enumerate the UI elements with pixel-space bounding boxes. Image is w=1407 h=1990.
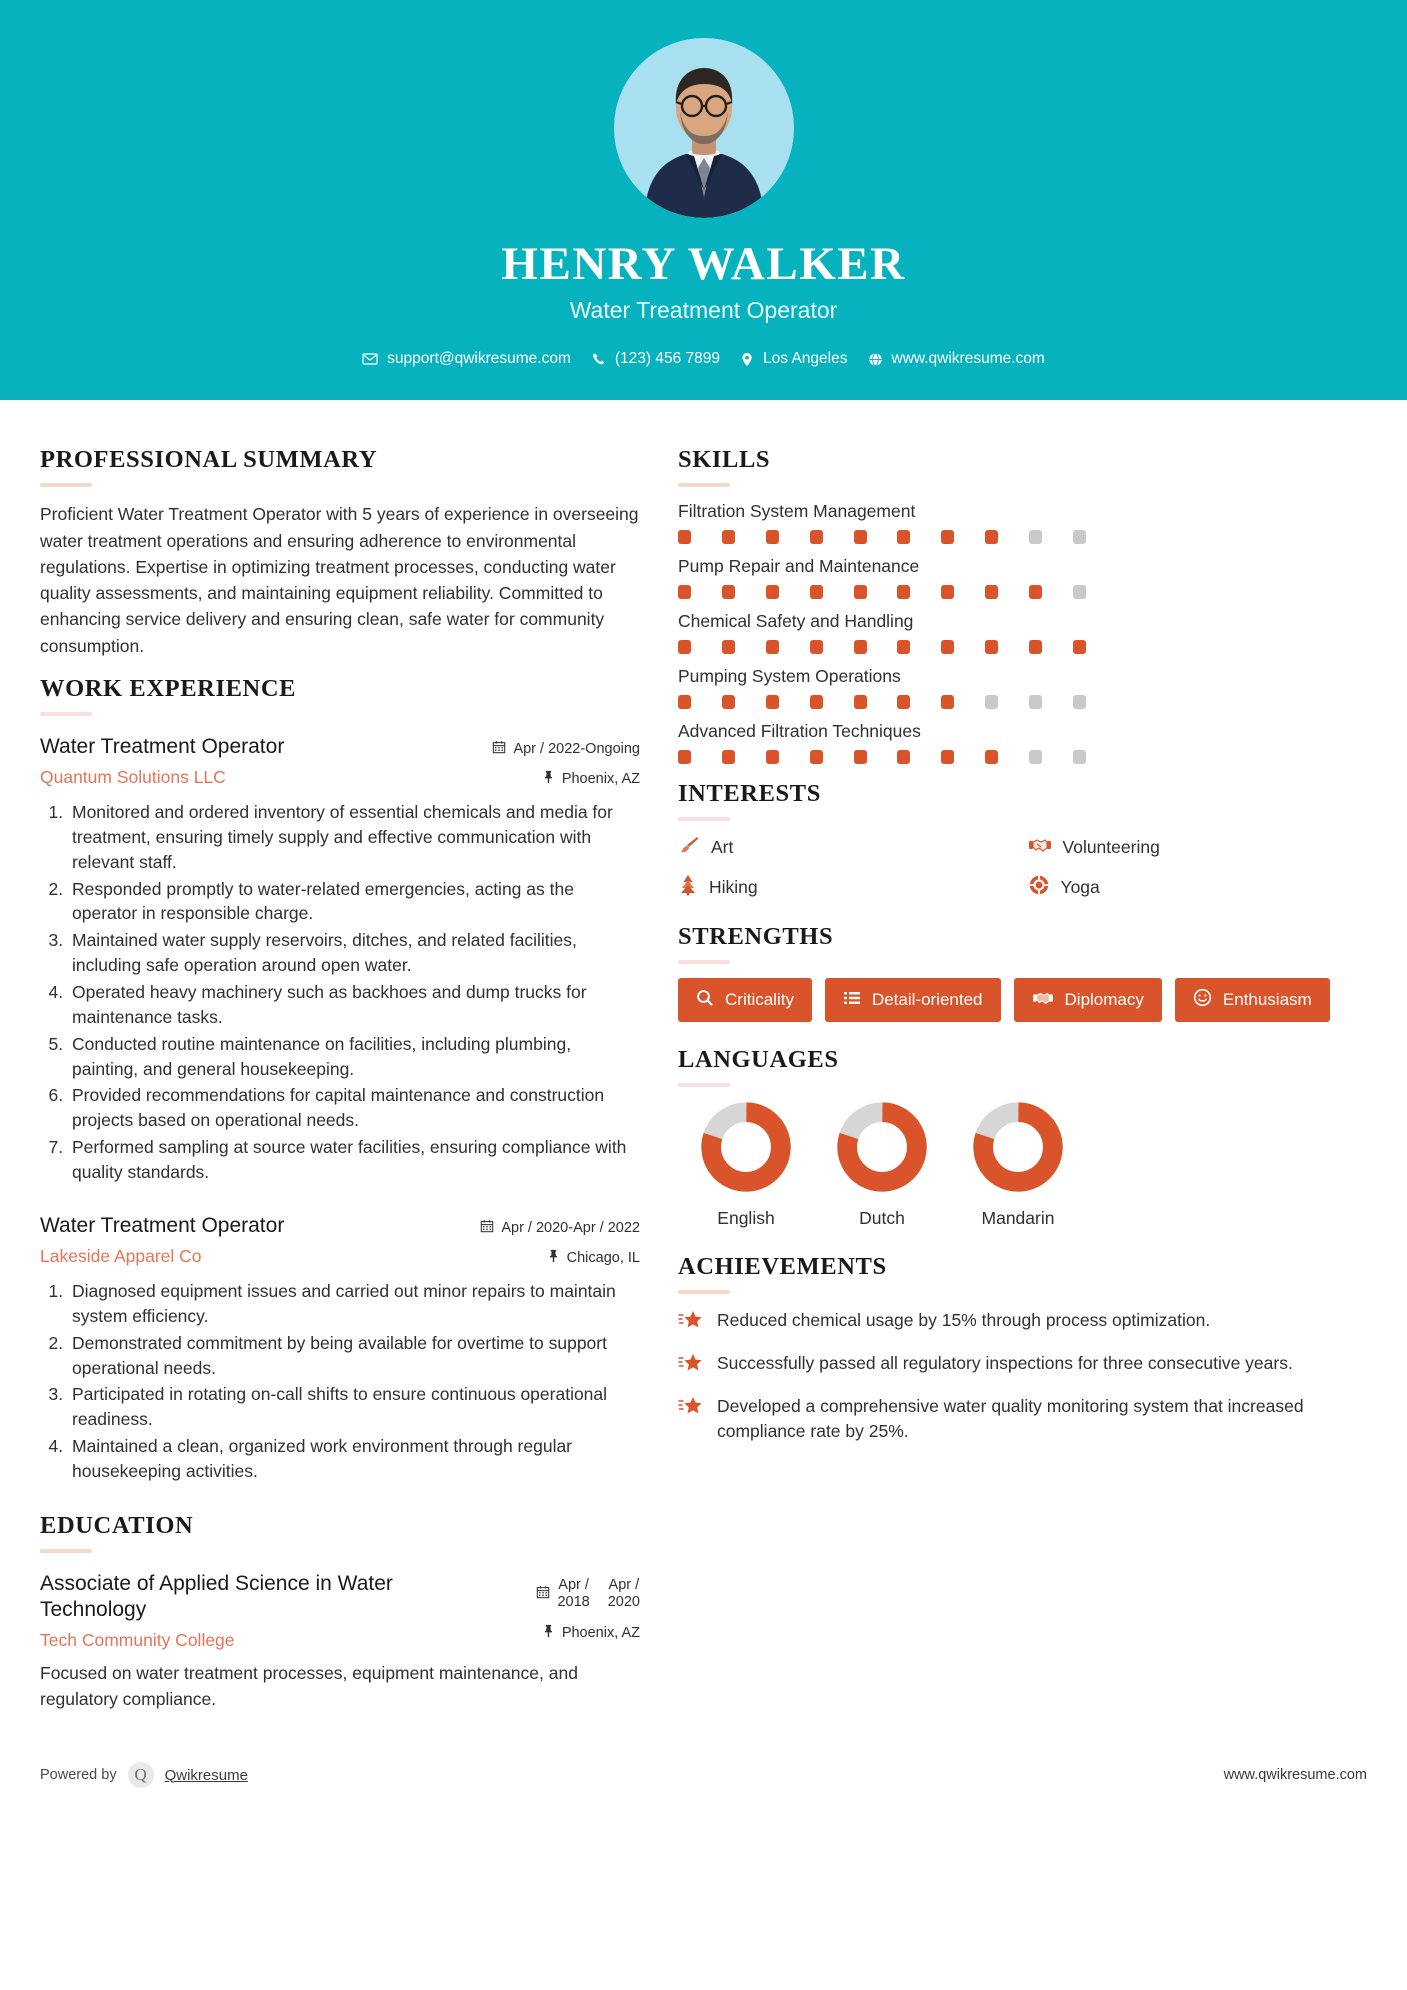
skill-dot xyxy=(1029,750,1042,764)
section-heading-languages: LANGUAGES xyxy=(678,1046,839,1074)
phone-icon xyxy=(591,352,606,367)
language-label: Dutch xyxy=(859,1208,905,1229)
globe-icon xyxy=(868,352,883,367)
language-item xyxy=(950,1101,1086,1229)
paintbrush-icon xyxy=(678,835,700,860)
avatar-photo xyxy=(614,38,794,218)
powered-by-label: Powered by xyxy=(40,1767,117,1783)
job-location-text: Phoenix, AZ xyxy=(561,770,640,787)
job-location xyxy=(492,770,640,788)
qwikresume-logo-icon: Q xyxy=(128,1762,154,1788)
section-heading-summary: PROFESSIONAL SUMMARY xyxy=(40,446,378,474)
section-heading-strengths: STRENGTHS xyxy=(678,923,834,951)
bullet-item: 2. Demonstrated commitment by being available for overtime to support operational needs. xyxy=(68,1331,640,1381)
skill-dot xyxy=(810,640,823,654)
avatar xyxy=(614,38,794,218)
skill-dot xyxy=(897,750,910,764)
section-heading-interests: INTERESTS xyxy=(678,780,821,808)
skill-dot xyxy=(985,640,998,654)
skill-item xyxy=(678,666,1367,709)
skill-dot xyxy=(897,530,910,544)
section-divider xyxy=(40,483,92,487)
skill-item xyxy=(678,501,1367,544)
job-dates-text: Apr / 2022-Ongoing xyxy=(513,740,640,757)
skill-dot xyxy=(766,750,779,764)
skill-dot xyxy=(722,585,735,599)
strength-chip[interactable] xyxy=(825,978,1001,1022)
job-bullets xyxy=(40,800,640,1185)
section-heading-achievements: ACHIEVEMENTS xyxy=(678,1253,887,1281)
section-divider xyxy=(678,960,730,964)
work-entry xyxy=(40,1213,640,1484)
footer-site: www.qwikresume.com xyxy=(1223,1767,1367,1783)
achievement-text: Reduced chemical usage by 15% through process optimization. xyxy=(717,1310,1211,1331)
job-company: Quantum Solutions LLC xyxy=(40,767,226,788)
skill-dot xyxy=(941,695,954,709)
interest-item xyxy=(678,835,1018,860)
strength-label: Enthusiasm xyxy=(1222,990,1312,1010)
calendar-icon xyxy=(480,1219,494,1237)
achievement-item xyxy=(678,1394,1367,1443)
contact-website[interactable] xyxy=(868,350,1045,368)
job-company: Lakeside Apparel Co xyxy=(40,1246,202,1266)
education-degree: Associate of Applied Science in Water Technology xyxy=(40,1571,393,1621)
job-dates xyxy=(492,740,640,758)
skill-dot xyxy=(1073,695,1086,709)
achievement-item xyxy=(678,1351,1367,1380)
skill-dot xyxy=(985,750,998,764)
education-location xyxy=(536,1624,640,1642)
skill-dot xyxy=(854,640,867,654)
skill-rating xyxy=(678,585,1086,599)
skill-dot xyxy=(854,530,867,544)
skill-dot xyxy=(985,695,998,709)
skill-item xyxy=(678,721,1367,764)
job-dates-text: Apr / 2020-Apr / 2022 xyxy=(501,1219,640,1236)
skill-dot xyxy=(1029,530,1042,544)
education-school: Tech Community College xyxy=(40,1630,235,1651)
smiley-icon xyxy=(1193,988,1212,1012)
contact-phone[interactable] xyxy=(591,350,720,368)
pushpin-icon xyxy=(542,1624,555,1642)
section-divider xyxy=(678,817,730,821)
language-donut xyxy=(700,1101,792,1193)
skill-dot xyxy=(678,750,691,764)
strength-label: Diplomacy xyxy=(1064,990,1144,1010)
skill-dot xyxy=(897,695,910,709)
skill-dot xyxy=(722,640,735,654)
interest-item xyxy=(678,874,1018,901)
job-location xyxy=(480,1249,640,1267)
skill-dot xyxy=(854,695,867,709)
skill-dot xyxy=(897,585,910,599)
section-divider xyxy=(678,483,730,487)
skill-label: Chemical Safety and Handling xyxy=(678,611,914,632)
bullet-item: 4. Maintained a clean, organized work environment through regular housekeeping activities. xyxy=(68,1434,640,1484)
contact-phone-text: (123) 456 7899 xyxy=(614,350,721,368)
section-interests xyxy=(678,780,1367,901)
pushpin-icon xyxy=(542,770,555,788)
skill-dot xyxy=(1029,585,1042,599)
skill-dot xyxy=(722,695,735,709)
calendar-icon xyxy=(492,740,506,758)
strength-chip[interactable] xyxy=(1014,978,1162,1022)
skill-dot xyxy=(678,695,691,709)
tree-icon xyxy=(678,874,698,901)
section-work-experience xyxy=(40,675,640,1484)
strength-chip[interactable] xyxy=(1175,978,1330,1022)
contact-location-text: Los Angeles xyxy=(763,350,848,368)
skill-item xyxy=(678,611,1367,654)
skill-label: Pump Repair and Maintenance xyxy=(678,556,920,577)
section-professional-summary xyxy=(40,446,640,659)
contact-row xyxy=(0,350,1407,368)
education-dates xyxy=(536,1577,640,1612)
job-role: Water Treatment Operator xyxy=(40,1213,285,1237)
bullet-item: 2. Responded promptly to water-related emergencies, acting as the operator in responsible charge. xyxy=(68,877,640,927)
qwikresume-link[interactable]: Qwikresume xyxy=(164,1766,248,1784)
education-end-year: 2020 xyxy=(607,1594,640,1611)
education-location-text: Phoenix, AZ xyxy=(561,1624,640,1641)
skill-label: Filtration System Management xyxy=(678,501,916,522)
achievement-item xyxy=(678,1308,1367,1337)
contact-website-text: www.qwikresume.com xyxy=(891,350,1045,368)
section-achievements xyxy=(678,1253,1367,1443)
section-languages xyxy=(678,1046,1367,1229)
section-heading-skills: SKILLS xyxy=(678,446,771,474)
skill-dot xyxy=(985,530,998,544)
skill-dot xyxy=(1073,530,1086,544)
work-entry xyxy=(40,734,640,1185)
skill-item xyxy=(678,556,1367,599)
pushpin-icon xyxy=(547,1249,560,1267)
achievement-text: Successfully passed all regulatory inspections for three consecutive years. xyxy=(717,1353,1293,1374)
strength-chip[interactable] xyxy=(678,978,812,1022)
section-strengths xyxy=(678,923,1367,1022)
job-role: Water Treatment Operator xyxy=(40,734,285,758)
resume-footer xyxy=(0,1738,1407,1808)
section-divider xyxy=(678,1290,730,1294)
strength-label: Detail-oriented xyxy=(871,990,983,1010)
skill-dot xyxy=(985,585,998,599)
skill-dot xyxy=(1073,585,1086,599)
left-column xyxy=(40,430,640,1712)
skill-dot xyxy=(941,750,954,764)
skill-dot xyxy=(1029,640,1042,654)
star-icon xyxy=(678,1351,704,1380)
summary-text: Proficient Water Treatment Operator with 5 years of experience in overseeing water treatment operations and ensuring adherence to environmental regulations. Expertise in optimizing treatment processes, conducting water quality assessments, and maintaining equipment reliability. Committed to enhancing service delivery and ensuring clean, safe water for community consumption. xyxy=(40,504,639,656)
skill-dot xyxy=(766,695,779,709)
skill-dot xyxy=(722,530,735,544)
skill-dot xyxy=(766,585,779,599)
skill-rating xyxy=(678,750,1086,764)
education-description: Focused on water treatment processes, equipment maintenance, and regulatory compliance. xyxy=(40,1663,578,1709)
skill-dot xyxy=(722,750,735,764)
skill-dot xyxy=(941,530,954,544)
right-column xyxy=(678,430,1367,1712)
language-donut xyxy=(836,1101,928,1193)
envelope-icon xyxy=(362,351,378,367)
interest-label: Volunteering xyxy=(1062,837,1160,858)
skill-dot xyxy=(678,585,691,599)
skill-dot xyxy=(1029,695,1042,709)
skill-rating xyxy=(678,640,1086,654)
skill-dot xyxy=(810,530,823,544)
handshake-icon xyxy=(1028,835,1052,860)
interest-label: Yoga xyxy=(1060,877,1100,898)
resume-header xyxy=(0,0,1407,400)
candidate-name: HENRY WALKER xyxy=(501,238,906,290)
bullet-item: 1. Monitored and ordered inventory of essential chemicals and media for treatment, ensuring timely supply and effective communication with relevant staff. xyxy=(68,800,640,875)
list-icon xyxy=(843,989,861,1012)
contact-email-text: support@qwikresume.com xyxy=(387,350,571,368)
strength-label: Criticality xyxy=(725,990,794,1010)
language-donut xyxy=(972,1101,1064,1193)
bullet-item: 3. Maintained water supply reservoirs, ditches, and related facilities, including safe operation around open water. xyxy=(68,928,640,978)
skill-dot xyxy=(810,585,823,599)
resume-body xyxy=(0,400,1407,1712)
contact-location[interactable] xyxy=(740,350,847,368)
bullet-item: 5. Conducted routine maintenance on facilities, including plumbing, painting, and general housekeeping. xyxy=(68,1032,640,1082)
star-icon xyxy=(678,1308,704,1337)
language-label: English xyxy=(717,1208,775,1229)
section-divider xyxy=(40,1549,92,1553)
skill-label: Advanced Filtration Techniques xyxy=(678,721,921,742)
lifebuoy-icon xyxy=(1028,874,1050,901)
skill-dot xyxy=(1073,750,1086,764)
language-item xyxy=(814,1101,950,1229)
search-icon xyxy=(696,989,714,1012)
skill-dot xyxy=(897,640,910,654)
job-dates xyxy=(480,1219,640,1237)
section-divider xyxy=(678,1083,730,1087)
skill-dot xyxy=(810,695,823,709)
interest-label: Art xyxy=(711,837,734,858)
education-entry xyxy=(40,1571,640,1712)
language-label: Mandarin xyxy=(981,1208,1055,1229)
bullet-item: 1. Diagnosed equipment issues and carried out minor repairs to maintain system efficiency. xyxy=(68,1279,640,1329)
bullet-item: 3. Participated in rotating on-call shifts to ensure continuous operational readiness. xyxy=(68,1382,640,1432)
education-end-date xyxy=(608,1577,640,1612)
skill-dot xyxy=(766,640,779,654)
skill-dot xyxy=(678,530,691,544)
skill-dot xyxy=(766,530,779,544)
skill-dot xyxy=(1073,640,1086,654)
section-heading-education: EDUCATION xyxy=(40,1511,194,1539)
skill-rating xyxy=(678,530,1086,544)
education-start-month: Apr / xyxy=(558,1576,589,1593)
contact-email[interactable] xyxy=(362,350,571,368)
education-end-month: Apr / xyxy=(608,1576,640,1593)
section-heading-work: WORK EXPERIENCE xyxy=(40,674,297,702)
section-divider xyxy=(40,712,92,716)
interest-item xyxy=(1028,835,1368,860)
interest-label: Hiking xyxy=(709,877,758,898)
calendar-icon xyxy=(536,1585,550,1603)
skill-dot xyxy=(941,585,954,599)
job-bullets xyxy=(40,1279,640,1484)
section-education xyxy=(40,1512,640,1712)
skill-label: Pumping System Operations xyxy=(678,666,901,687)
bullet-item: 7. Performed sampling at source water facilities, ensuring compliance with quality standards. xyxy=(68,1135,640,1185)
skill-dot xyxy=(854,750,867,764)
bullet-item: 4. Operated heavy machinery such as backhoes and dump trucks for maintenance tasks. xyxy=(68,980,640,1030)
skill-dot xyxy=(810,750,823,764)
skill-rating xyxy=(678,695,1086,709)
star-icon xyxy=(678,1394,704,1423)
language-item xyxy=(678,1101,814,1229)
interest-item xyxy=(1028,874,1368,901)
map-pin-icon xyxy=(740,352,754,367)
bullet-item: 6. Provided recommendations for capital maintenance and construction projects based on operational needs. xyxy=(68,1083,640,1133)
handshake-icon xyxy=(1032,989,1054,1012)
candidate-job-title: Water Treatment Operator xyxy=(569,297,838,324)
education-start-date xyxy=(557,1577,589,1612)
section-skills xyxy=(678,446,1367,764)
job-location-text: Chicago, IL xyxy=(566,1249,640,1266)
skill-dot xyxy=(678,640,691,654)
skill-dot xyxy=(941,640,954,654)
achievement-text: Developed a comprehensive water quality monitoring system that increased compliance rate by 25%. xyxy=(717,1396,1304,1441)
education-start-year: 2018 xyxy=(557,1594,590,1611)
skill-dot xyxy=(854,585,867,599)
